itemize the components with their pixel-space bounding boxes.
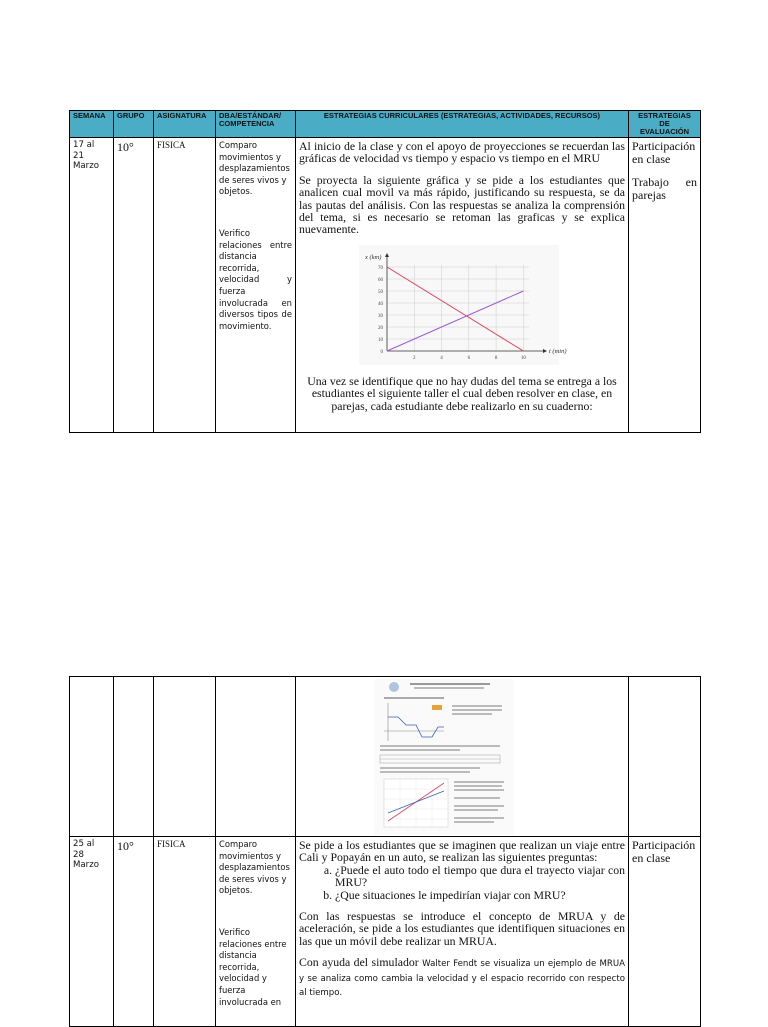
cell-asignatura: FISICA [154,138,216,433]
header-semana: SEMANA [70,111,114,138]
x-tick-label: 4 [440,355,443,361]
y-tick-label: 60 [378,277,383,283]
eval-item-1: Participación en clase [632,838,696,865]
semana-line1: 17 al [73,140,95,150]
dba-text-1: Comparo movimientos y desplazamientos de seres vivos y objetos. [219,839,290,896]
y-tick-label: 50 [378,289,383,295]
header-evaluacion [629,111,701,138]
x-tick-label: 8 [494,355,498,361]
estrategia-paragraph-3: Una vez se identifique que no hay dudas del tema se entrega a los estudiantes el siguiente taller el cual deben resolver en clase, en parejas, cada estudiante debe realizarlo en su cuaderno: [307,373,617,413]
planning-table-week1 [69,110,701,433]
semana-line3: Marzo [73,161,99,172]
header-grupo: GRUPO [114,111,154,138]
worksheet-thumbnail [374,679,514,835]
header-eval-line1: ESTRATEGIAS [638,111,691,120]
x-tick-label: 10 [520,355,526,361]
cell-empty [154,677,216,837]
estrategia-paragraph-2: Se proyecta la siguiente gráfica y se pide a los estudiantes que analicen cual movil va más rápido, justificando su respuesta, se da las pautas del análisis. Con las respuestas se analiza la comprensión del tema, si es necesario se retoman las graficas y se explica nuevamente. [299,172,625,237]
estrategia-paragraph-2: Con las respuestas se introduce el concepto de MRUA y de aceleración, se pide a los estudiantes que identifiquen situaciones en las que un móvil debe realizar un MRUA. [299,909,625,948]
planning-table-week2 [69,676,701,1027]
dba-text-1: Comparo movimientos y desplazamientos de seres vivos y objetos. [219,140,290,197]
question-item-b: b. ¿Que situaciones le impedirían viajar con MRU? [335,889,625,901]
x-tick-label: 2 [413,355,416,361]
simulator-text: Walter Fendt se visualiza un ejemplo de MRUA y se analiza como cambia la velocidad y el espacio recorrido con respecto al tiempo. [299,959,625,999]
question-item-a: a. ¿Puede el auto todo el tiempo que dura el trayecto viajar con MRU? [335,864,625,889]
cell-estrategias [296,837,629,1027]
eval-item-2: Trabajo en parejas [632,175,697,202]
estrategia-paragraph-1: Al inicio de la clase y con el apoyo de proyecciones se recuerdan las gráficas de velocidad vs tiempo y espacio vs tiempo en el MRU [299,139,625,166]
cell-empty [70,677,114,837]
y-axis-label: x (km) [365,253,382,261]
worksheet-svg [374,679,514,835]
estrategia-paragraph-3 [299,956,625,999]
header-asignatura: ASIGNATURA [154,111,216,138]
cell-empty [114,677,154,837]
cell-evaluacion [629,138,701,433]
y-tick-label: 70 [378,265,383,271]
cell-empty [216,677,296,837]
y-tick-label: 20 [378,325,383,331]
semana-line2: 21 [73,150,84,161]
cell-dba [216,837,296,1027]
cell-worksheet-image [296,677,629,837]
header-eval-line2: DE [659,119,670,128]
cell-estrategias [296,138,629,433]
table-header-row [70,111,701,138]
table-row [70,837,701,1027]
y-tick-label: 10 [378,337,383,343]
cell-semana [70,138,114,433]
cell-asignatura: FISICA [154,837,216,1027]
dba-text-2: Verifico relaciones entre distancia recorrida, velocidad y fuerza involucrada en diversos tipos de movimiento. [219,227,292,331]
dba-text-2: Verifico relaciones entre distancia recorrida, velocidad y fuerza involucrada en [219,926,287,1007]
y-tick-label: 40 [378,301,383,307]
y-tick-label: 0 [380,349,383,355]
header-dba [216,111,296,138]
cell-dba [216,138,296,433]
table-row-image [70,677,701,837]
x-axis-label: t (min) [549,347,567,355]
x-tick-label: 6 [467,355,471,361]
cell-grupo: 10° [114,837,154,1027]
simulator-intro: Con ayuda del simulador [299,955,419,970]
semana-line2: 28 [73,849,84,860]
question-list [299,864,625,901]
cell-grupo: 10° [114,138,154,433]
cell-evaluacion [629,837,701,1027]
estrategia-paragraph-1: Se pide a los estudiantes que se imaginen que realizan un viaje entre Cali y Popayán en un auto, se realizan las siguientes preguntas: [299,838,625,865]
chart-background [359,245,559,365]
semana-line1: 25 al [73,839,95,849]
header-dba-line1: DBA/ESTÁNDAR/ [219,111,282,120]
header-dba-line2: COMPETENCIA [219,119,275,128]
cell-empty [629,677,701,837]
table-row [70,138,701,433]
header-estrategias: ESTRATEGIAS CURRICULARES (ESTRATEGIAS, ACTIVIDADES, RECURSOS) [296,111,629,138]
chart-svg [359,245,567,365]
cell-semana [70,837,114,1027]
header-eval-line3: EVALUACIÓN [639,127,690,136]
y-tick-label: 30 [378,313,383,319]
semana-line3: Marzo [73,860,99,871]
position-time-chart [359,245,567,365]
eval-item-1: Participación en clase [632,139,696,166]
